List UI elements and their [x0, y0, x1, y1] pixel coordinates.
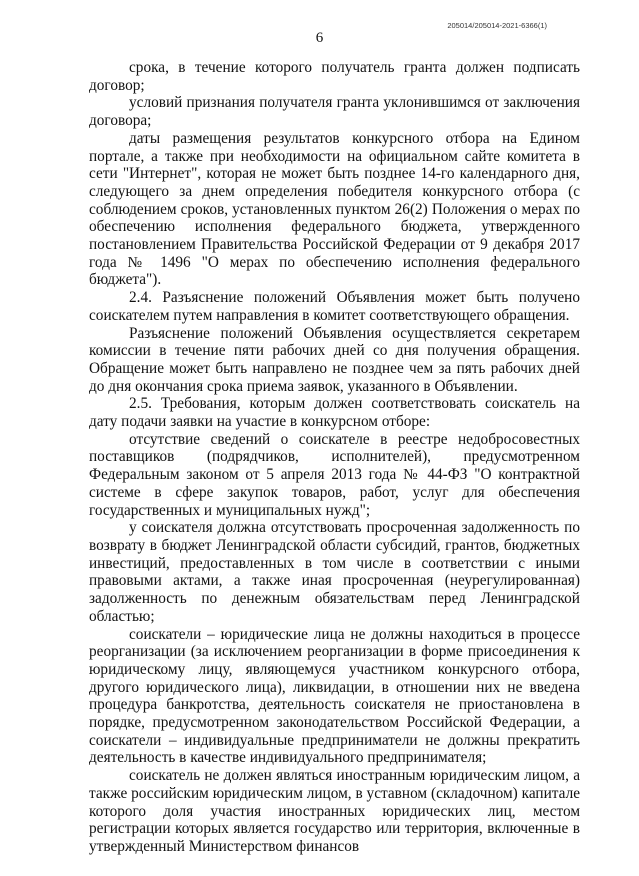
- document-code: 205014/205014-2021-6366(1): [447, 21, 547, 30]
- paragraph: условий признания получателя гранта уклонившимся от заключения договора;: [89, 94, 580, 130]
- paragraph: соискатель не должен являться иностранным юридическим лицом, а также российским юридическим лицом, в уставном (складочном) капитале которого доля участия иностранных юридических лиц, местом регистрации которых является государство или территория, включенные в утвержденный Министерством финансов: [89, 767, 580, 855]
- paragraph: 2.5. Требования, которым должен соответствовать соискатель на дату подачи заявки на участие в конкурсном отборе:: [89, 395, 580, 431]
- document-body: [89, 59, 580, 856]
- paragraph: срока, в течение которого получатель гранта должен подписать договор;: [89, 59, 580, 94]
- paragraph: отсутствие сведений о соискателе в реестре недобросовестных поставщиков (подрядчиков, исполнителей), предусмотренном Федеральным законом от 5 апреля 2013 года № 44-ФЗ "О контрактной системе в сфере закупок товаров, работ, услуг для обеспечения государственных и муниципальных нужд";: [89, 430, 580, 519]
- paragraph: 2.4. Разъяснение положений Объявления может быть получено соискателем путем направления в комитет соответствующего обращения.: [89, 289, 580, 324]
- paragraph: у соискателя должна отсутствовать просроченная задолженность по возврату в бюджет Ленинградской области субсидий, грантов, бюджетных инвестиций, предоставленных в том числе в соответствии с иными правовыми актами, а также иная просроченная (неурегулированная) задолженность по денежным обязательствам перед Ленинградской областью;: [89, 519, 580, 625]
- paragraph: даты размещения результатов конкурсного отбора на Едином портале, а также при необходимости на официальном сайте комитета в сети "Интернет", которая не может быть позднее 14-го календарного дня, следующего за днем определения победителя конкурсного отбора (с соблюдением сроков, установленных пунктом 26(2) Положения о мерах по обеспечению исполнения федерального бюджета, утвержденного постановлением Правительства Российской Федерации от 9 декабря 2017 года № 1496 "О мерах по обеспечению исполнения федерального бюджета").: [89, 129, 580, 289]
- paragraph: Разъяснение положений Объявления осуществляется секретарем комиссии в течение пяти рабочих дней со дня получения обращения. Обращение может быть направлено не позднее чем за пять рабочих дней до дня окончания срока приема заявок, указанного в Объявлении.: [89, 324, 580, 395]
- page-number: 6: [315, 30, 324, 46]
- paragraph: соискатели – юридические лица не должны находиться в процессе реорганизации (за исключением реорганизации в форме присоединения к юридическому лицу, являющемуся участником конкурсного отбора, другого юридического лица), ликвидации, в отношении них не введена процедура банкротства, деятельность соискателя не приостановлена в порядке, предусмотренном законодательством Российской Федерации, а соискатели – индивидуальные предприниматели не должны прекратить деятельность в качестве индивидуального предпринимателя;: [89, 625, 580, 767]
